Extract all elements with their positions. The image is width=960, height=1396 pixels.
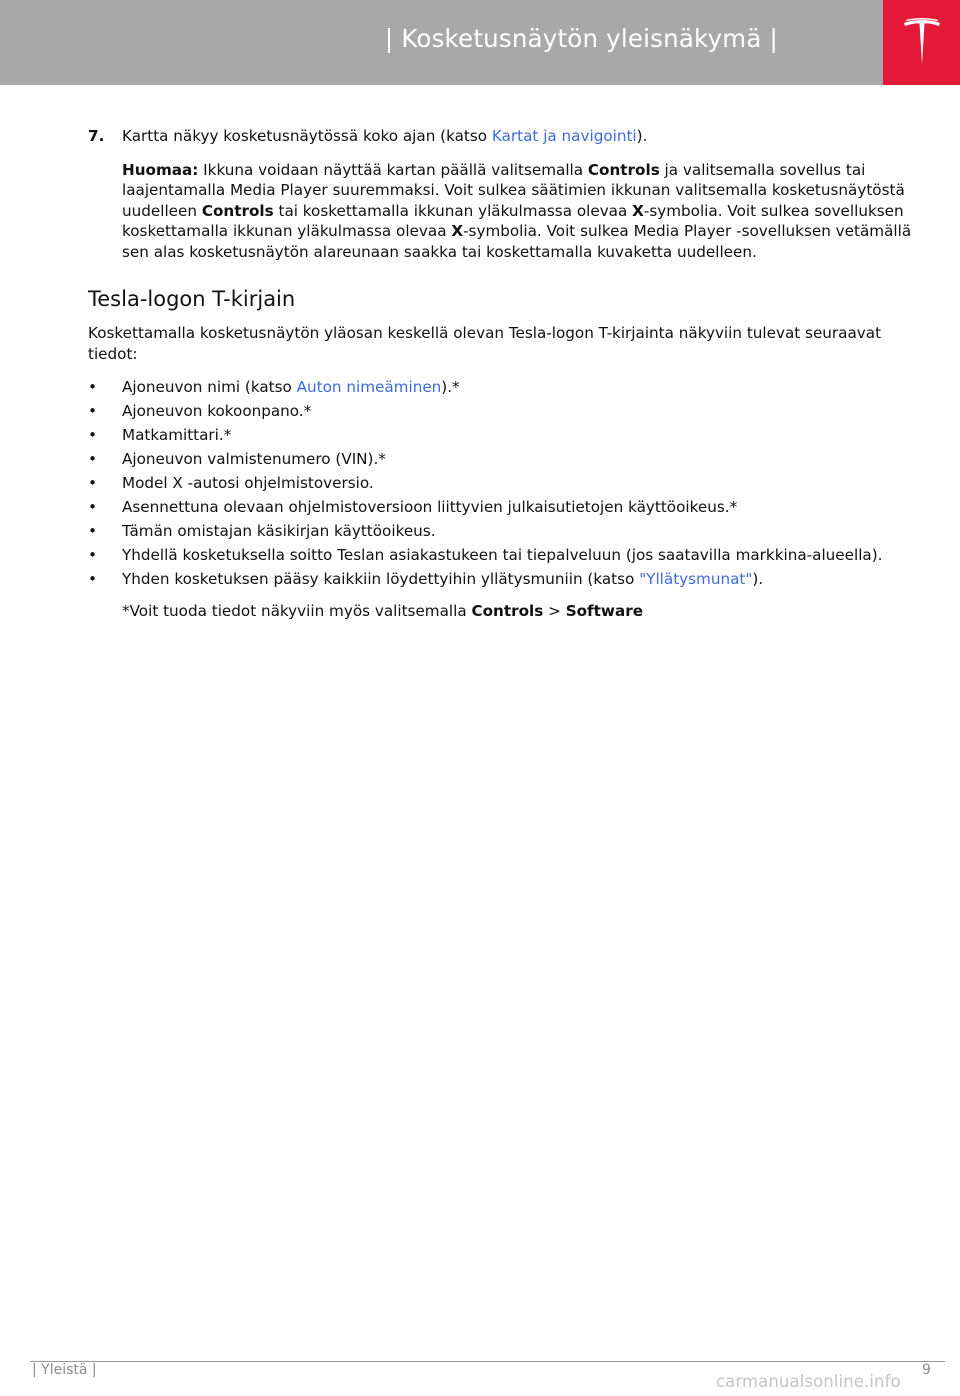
list-item	[88, 497, 918, 518]
list-item-text-end: ).	[752, 570, 764, 588]
brand-logo-box	[883, 0, 960, 85]
item7-text: Kartta näkyy kosketusnäytössä koko ajan (katso	[122, 127, 492, 145]
list-item-text: Ajoneuvon valmistenumero (VIN).*	[122, 450, 386, 468]
list-item	[88, 545, 918, 566]
list-item	[88, 377, 918, 398]
item-number: 7.	[88, 127, 105, 145]
tesla-logo-icon	[902, 18, 942, 66]
bullet-icon: •	[88, 474, 97, 492]
note-text-4: -symbolia. Voit sulkea sovelluksen koskettamalla ikkunan yläkulmassa olevaa	[122, 201, 904, 240]
bullet-icon: •	[88, 426, 97, 444]
numbered-item-7	[88, 126, 918, 147]
bullet-icon: •	[88, 402, 97, 420]
header-title: | Kosketusnäytön yleisnäkymä |	[384, 24, 778, 53]
list-item-text: Matkamittari.*	[122, 426, 232, 444]
page-content	[88, 126, 918, 621]
footnote-software: Software	[565, 601, 643, 620]
list-item-text: Tämän omistajan käsikirjan käyttöoikeus.	[122, 522, 436, 540]
bullet-icon: •	[88, 498, 97, 516]
note-paragraph	[88, 160, 918, 263]
footnote	[88, 601, 918, 622]
list-item	[88, 473, 918, 494]
link-auton-nimeaminen[interactable]: Auton nimeäminen	[296, 378, 442, 396]
list-item-text-end: ).*	[441, 378, 460, 396]
bullet-icon: •	[88, 450, 97, 468]
note-text-3: tai koskettamalla ikkunan yläkulmassa olevaa	[273, 201, 633, 220]
list-item	[88, 569, 918, 590]
list-item	[88, 521, 918, 542]
list-item-text: Ajoneuvon kokoonpano.*	[122, 402, 312, 420]
note-x-symbol-1: X	[632, 201, 644, 220]
footer-divider	[30, 1361, 945, 1362]
section-heading: Tesla-logon T-kirjain	[88, 287, 296, 311]
bullet-icon: •	[88, 378, 97, 396]
list-item-text: Ajoneuvon nimi (katso	[122, 378, 297, 396]
page-header	[0, 0, 883, 85]
note-text-5: -symbolia. Voit sulkea Media Player -sovelluksen vetämällä sen alas kosketusnäytön alareunaan saakka tai koskettamalla kuvaketta uudelleen.	[122, 222, 912, 261]
bullet-icon: •	[88, 546, 97, 564]
link-kartat-ja-navigointi[interactable]: Kartat ja navigointi	[491, 127, 637, 145]
footnote-text: *Voit tuoda tiedot näkyviin myös valitsemalla	[122, 601, 472, 620]
note-controls-2: Controls	[201, 201, 274, 220]
footnote-separator: >	[543, 601, 566, 620]
list-item	[88, 425, 918, 446]
watermark: carmanualsonline.info	[716, 1372, 901, 1391]
item7-text-end: ).	[636, 127, 648, 145]
section-intro: Koskettamalla kosketusnäytön yläosan keskellä olevan Tesla-logon T-kirjainta näkyviin tulevat seuraavat tiedot:	[88, 324, 882, 363]
note-label: Huomaa:	[122, 160, 199, 179]
list-item	[88, 449, 918, 470]
note-x-symbol-2: X	[451, 222, 464, 240]
footer-section-label: | Yleistä |	[32, 1362, 97, 1378]
page-number: 9	[922, 1362, 931, 1378]
info-list	[88, 377, 918, 590]
list-item	[88, 401, 918, 422]
list-item-text: Yhdellä kosketuksella soitto Teslan asiakastukeen tai tiepalveluun (jos saatavilla markkina-alueella).	[122, 546, 883, 564]
bullet-icon: •	[88, 522, 97, 540]
note-text-2: ja valitsemalla sovellus tai laajentamalla Media Player suuremmaksi. Voit sulkea säätimien ikkunan valitsemalla kosketusnäytöstä uudelleen	[122, 160, 905, 220]
note-text-1: Ikkuna voidaan näyttää kartan päällä valitsemalla	[198, 160, 588, 179]
footnote-controls: Controls	[471, 601, 544, 620]
link-yllatysmunat[interactable]: "Yllätysmunat"	[639, 570, 753, 588]
list-item-text: Model X -autosi ohjelmistoversio.	[122, 474, 374, 492]
bullet-icon: •	[88, 570, 97, 588]
list-item-text: Yhden kosketuksen pääsy kaikkiin löydettyihin yllätysmuniin (katso	[122, 570, 640, 588]
list-item-text: Asennettuna olevaan ohjelmistoversioon liittyvien julkaisutietojen käyttöoikeus.*	[122, 498, 738, 516]
note-controls-1: Controls	[587, 160, 660, 179]
